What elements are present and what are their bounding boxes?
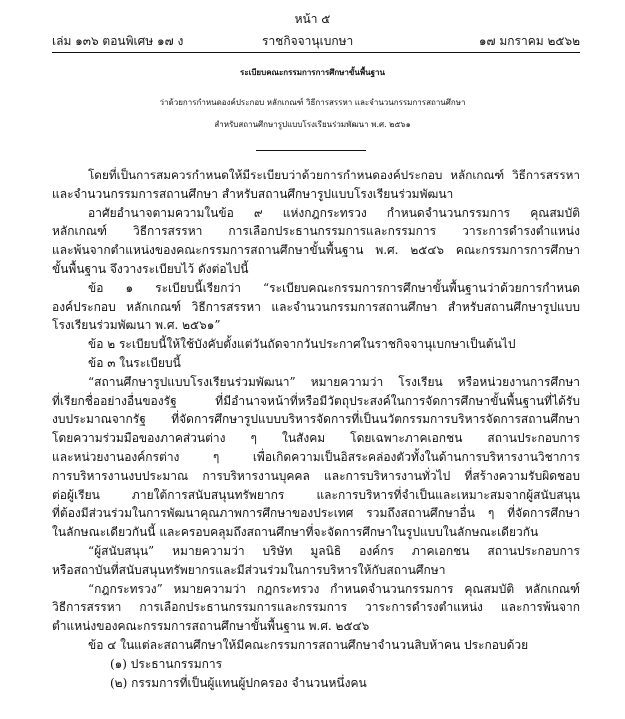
header-rule [52, 52, 580, 53]
clause-3-line: ข้อ ๓ ในระเบียบนี้ [88, 355, 181, 370]
body-line: ที่ต้องมีส่วนร่วมในการพัฒนาคุณภาพการศึกษาของประเทศ รวมถึงสถานศึกษาอื่น ๆ ที่จัดการศึกษา [52, 506, 580, 521]
body-line: หรือสถาบันที่สนับสนุนทรัพยากรและมีส่วนร่วมในการบริหารให้กับสถานศึกษา [52, 562, 446, 577]
gazette-header [52, 32, 580, 50]
regulation-subtitle-2: สำหรับสถานศึกษารูปแบบโรงเรียนร่วมพัฒนา พ.ศ. ๒๕๖๑ [214, 120, 411, 129]
regulation-body [52, 166, 580, 692]
body-line: และจำนวนกรรมการสถานศึกษา สำหรับสถานศึกษารูปแบบโรงเรียนร่วมพัฒนา [52, 186, 454, 201]
body-line: และพ้นจากตำแหน่งของคณะกรรมการสถานศึกษาขั้นพื้นฐาน พ.ศ. ๒๕๔๖ คณะกรรมการการศึกษา [52, 243, 580, 258]
regulation-title: ระเบียบคณะกรรมการการศึกษาขั้นพื้นฐาน [240, 67, 385, 77]
body-line: อาศัยอำนาจตามความในข้อ ๙ แห่งกฎกระทรวง กำหนดจำนวนกรรมการ คุณสมบัติ [88, 205, 580, 220]
title-separator [256, 150, 366, 151]
body-line: ในลักษณะเดียวกันนี้ และครอบคลุมถึงสถานศึกษาที่จะจัดการศึกษาในรูปแบบในลักษณะเดียวกัน [52, 525, 539, 540]
body-line: ขั้นพื้นฐาน จึงวางระเบียบไว้ ดังต่อไปนี้ [52, 261, 249, 276]
page-number: หน้า ๕ [294, 12, 331, 26]
volume-info: เล่ม ๑๓๖ ตอนพิเศษ ๑๗ ง [52, 34, 184, 48]
body-line: องค์ประกอบ หลักเกณฑ์ วิธีการสรรหา และจำนวนกรรมการสถานศึกษา สำหรับสถานศึกษารูปแบบ [52, 299, 580, 314]
body-line: ที่เรียกชื่ออย่างอื่นของรัฐ ที่มีอำนาจหน้าที่หรือมีวัตถุประสงค์ในการจัดการศึกษาขั้นพื้นฐานที่ได้รับ [52, 393, 580, 408]
definition-line: “ผู้สนับสนุน” หมายความว่า บริษัท มูลนิธิ องค์กร ภาคเอกชน สถานประกอบการ [88, 543, 580, 558]
clause-2-line: ข้อ ๒ ระเบียบนี้ให้ใช้บังคับตั้งแต่วันถัดจากวันประกาศในราชกิจจานุเบกษาเป็นต้นไป [88, 337, 516, 352]
gazette-date: ๑๗ มกราคม ๒๕๖๒ [478, 34, 580, 48]
regulation-subtitle-1: ว่าด้วยการกำหนดองค์ประกอบ หลักเกณฑ์ วิธีการสรรหา และจำนวนกรรมการสถานศึกษา [159, 98, 466, 107]
body-line: งบประมาณจากรัฐ ที่จัดการศึกษารูปแบบบริหารจัดการที่เป็นนวัตกรรมการบริหารจัดการสถานศึกษา [52, 412, 580, 427]
list-item: (๑) ประธานกรรมการ [110, 656, 223, 671]
body-line: ตำแหน่งของคณะกรรมการสถานศึกษาขั้นพื้นฐาน พ.ศ. ๒๕๔๖ [52, 619, 370, 634]
gazette-name: ราชกิจจานุเบกษา [262, 34, 354, 48]
body-line: โดยที่เป็นการสมควรกำหนดให้มีระเบียบว่าด้วยการกำหนดองค์ประกอบ หลักเกณฑ์ วิธีการสรรหา [88, 168, 580, 182]
body-line: โรงเรียนร่วมพัฒนา พ.ศ. ๒๕๖๑” [52, 318, 221, 333]
body-line: วิธีการสรรหา การเลือกประธานกรรมการและกรรมการ วาระการดำรงตำแหน่ง และการพ้นจาก [52, 600, 580, 615]
definition-line: “สถานศึกษารูปแบบโรงเรียนร่วมพัฒนา” หมายความว่า โรงเรียน หรือหน่วยงานการศึกษา [88, 374, 580, 389]
body-line: และหน่วยงานองค์กรต่าง ๆ เพื่อเกิดความเป็นอิสระคล่องตัวทั้งในด้านการบริหารงานวิชาการ [52, 449, 580, 464]
definition-line: “กฎกระทรวง” หมายความว่า กฎกระทรวง กำหนดจำนวนกรรมการ คุณสมบัติ หลักเกณฑ์ [88, 581, 580, 596]
body-line: โดยความร่วมมือของภาคส่วนต่าง ๆ ในสังคม โดยเฉพาะภาคเอกชน สถานประกอบการ [52, 431, 580, 446]
list-item: (๒) กรรมการที่เป็นผู้แทนผู้ปกครอง จำนวนหนึ่งคน [110, 675, 367, 690]
clause-1-line: ข้อ ๑ ระเบียบนี้เรียกว่า “ระเบียบคณะกรรมการการศึกษาขั้นพื้นฐานว่าด้วยการกำหนด [88, 280, 580, 295]
clause-4-line: ข้อ ๔ ในแต่ละสถานศึกษาให้มีคณะกรรมการสถานศึกษาจำนวนสิบห้าคน ประกอบด้วย [88, 637, 529, 652]
body-line: หลักเกณฑ์ วิธีการสรรหา การเลือกประธานกรรมการและกรรมการ วาระการดำรงตำแหน่ง [52, 224, 580, 239]
body-line: ต่อผู้เรียน ภายใต้การสนับสนุนทรัพยากร และการบริหารที่จำเป็นและเหมาะสมจากผู้สนับสนุน [52, 487, 580, 502]
body-line: การบริหารงานงบประมาณ การบริหารงานบุคคล และการบริหารงานทั่วไป ที่สร้างความรับผิดชอบ [52, 468, 580, 483]
